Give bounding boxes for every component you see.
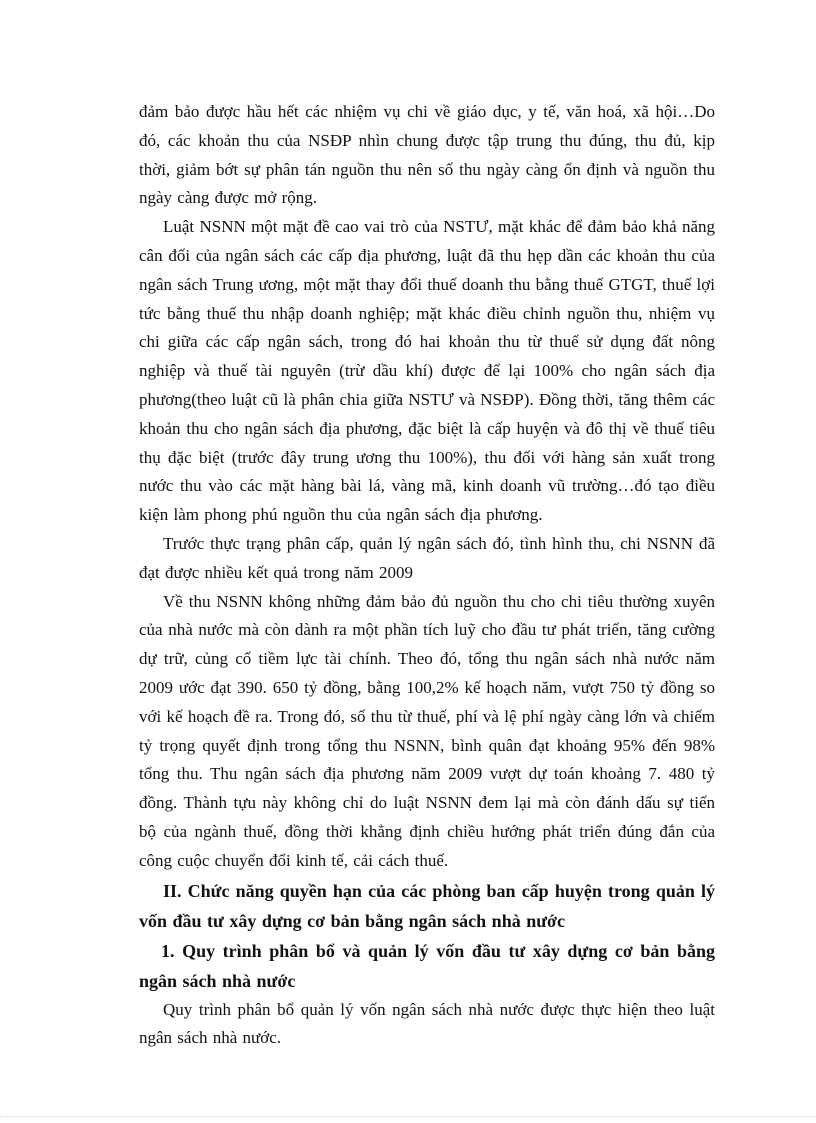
paragraph-allocation-process: Quy trình phân bổ quản lý vốn ngân sách nhà nước được thực hiện theo luật ngân sách nhà nước. [139,999,715,1048]
page-bottom-edge [0,1116,816,1117]
paragraph-revenue-2009: Về thu NSNN không những đảm bảo đủ nguồn thu cho chi tiêu thường xuyên của nhà nước mà còn dành ra một phần tích luỹ cho đầu tư phát triển, tăng cường dự trữ, củng cố tiềm lực tài chính. Theo đó, tổng thu ngân sách nhà nước năm 2009 ước đạt 390. 650 tỷ đồng, bằng 100,2% kế hoạch năm, vượt 750 tỷ đồng so với kế hoạch đề ra. Trong đó, số thu từ thuế, phí và lệ phí ngày càng lớn và chiếm tỷ trọng quyết định trong tổng thu NSNN, bình quân đạt khoảng 95% đến 98% tổng thu. Thu ngân sách địa phương năm 2009 vượt dự toán khoảng 7. 480 tỷ đồng. Thành tựu này không chỉ do luật NSNN đem lại mà còn đánh dấu sự tiến bộ của ngành thuế, đồng thời khẳng định chiều hướng phát triển đúng đắn của công cuộc chuyển đổi kinh tế, cải cách thuế. [139,591,715,870]
section-heading: II. Chức năng quyền hạn của các phòng ban cấp huyện trong quản lý vốn đầu tư xây dựng cơ bản bằng ngân sách nhà nước [139,880,715,931]
paragraph-budget-law: Luật NSNN một mặt đề cao vai trò của NSTƯ, mặt khác để đảm bảo khả năng cân đối của ngân sách các cấp địa phương, luật đã thu hẹp dần các khoản thu của ngân sách Trung ương, một mặt thay đổi thuế doanh thu bằng thuế GTGT, thuế lợi tức bằng thuế thu nhập doanh nghiệp; mặt khác điều chỉnh nguồn thu, nhiệm vụ chi giữa các cấp ngân sách, trong đó hai khoản thu từ thuế sử dụng đất nông nghiệp và thuế tài nguyên (trừ dầu khí) được để lại 100% cho ngân sách địa phương(theo luật cũ là phân chia giữa NSTƯ và NSĐP). Đồng thời, tăng thêm các khoản thu cho ngân sách địa phương, đặc biệt là cấp huyện và đô thị về thuế tiêu thụ đặc biệt (trước đây trung ương thu 100%), thu đối với hàng sản xuất trong nước thu vào các mặt hàng bài lá, vàng mã, kinh doanh vũ trường…đó tạo điều kiện làm phong phú nguồn thu của ngân sách địa phương. [139,217,715,525]
paragraph-current-state: Trước thực trạng phân cấp, quản lý ngân sách đó, tình hình thu, chi NSNN đã đạt được nhiều kết quả trong năm 2009 [139,533,715,582]
document-body [139,98,715,1053]
subsection-heading: 1. Quy trình phân bổ và quản lý vốn đầu tư xây dựng cơ bản bằng ngân sách nhà nước [139,940,715,991]
paragraph-intro-continuation: đảm bảo được hầu hết các nhiệm vụ chi về giáo dục, y tế, văn hoá, xã hội…Do đó, các khoản thu của NSĐP nhìn chung được tập trung thu đúng, thu đủ, kịp thời, giảm bớt sự phân tán nguồn thu nên số thu ngày càng ổn định và nguồn thu ngày càng được mở rộng. [139,102,715,208]
